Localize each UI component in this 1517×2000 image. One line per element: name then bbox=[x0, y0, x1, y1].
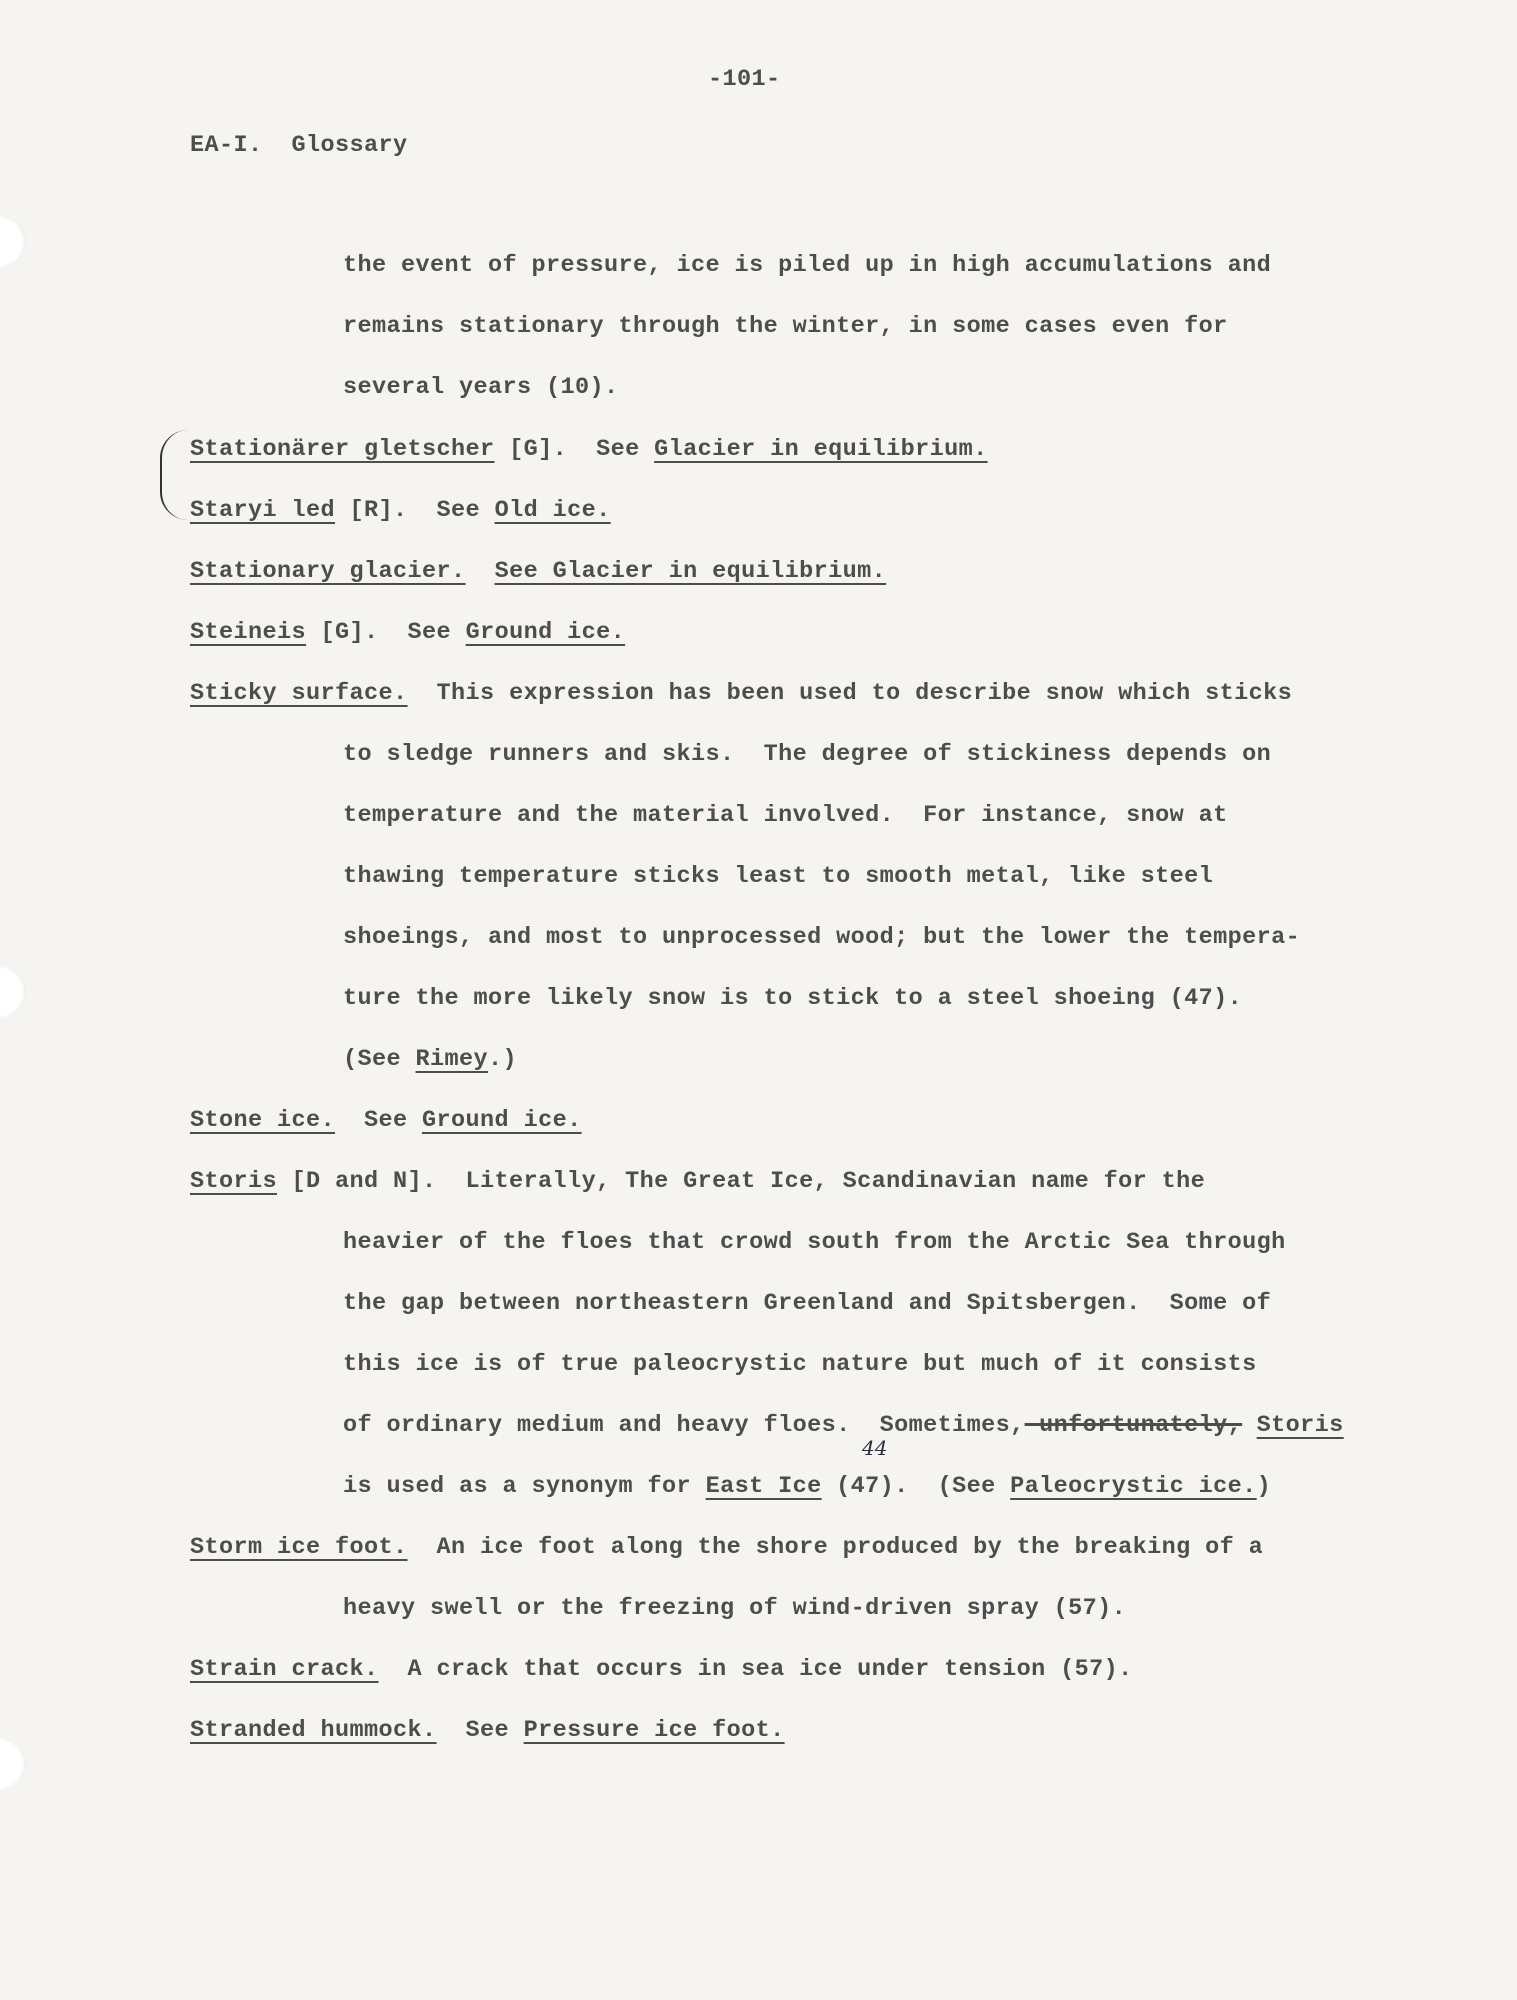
text-line: the gap between northeastern Greenland and Spitsbergen. Some of bbox=[343, 1290, 1272, 1317]
entry-text bbox=[466, 558, 495, 585]
page-number: -101- bbox=[708, 66, 781, 93]
text-line bbox=[343, 1412, 1344, 1439]
text-line: temperature and the material involved. For instance, snow at bbox=[343, 802, 1228, 829]
struck-text: unfortunately, bbox=[1024, 1412, 1243, 1439]
section-heading: EA-I. Glossary bbox=[190, 132, 408, 159]
cross-reference: Old ice. bbox=[494, 497, 611, 524]
entry-text: This expression has been used to describe snow which sticks bbox=[407, 680, 1293, 707]
text-line: thawing temperature sticks least to smooth metal, like steel bbox=[343, 863, 1214, 890]
entry-term: Storis bbox=[190, 1168, 278, 1195]
entry-term: Storm ice foot. bbox=[190, 1534, 408, 1561]
cross-reference: Storis bbox=[1256, 1412, 1344, 1439]
cross-reference: See Glacier in equilibrium. bbox=[494, 558, 887, 585]
cross-reference: Glacier in equilibrium. bbox=[654, 436, 988, 463]
cross-reference: Ground ice. bbox=[422, 1107, 582, 1134]
text-line: shoeings, and most to unprocessed wood; but the lower the tempera- bbox=[343, 924, 1301, 951]
entry-text: (See bbox=[343, 1046, 416, 1073]
glossary-entry bbox=[190, 1656, 1133, 1683]
entry-text: [D and N]. Literally, The Great Ice, Scandinavian name for the bbox=[277, 1168, 1206, 1195]
text-line: remains stationary through the winter, in some cases even for bbox=[343, 313, 1228, 340]
glossary-entry bbox=[190, 436, 988, 463]
entry-text: .) bbox=[488, 1046, 518, 1073]
text-line: the event of pressure, ice is piled up in high accumulations and bbox=[343, 252, 1272, 279]
cross-reference: Pressure ice foot. bbox=[523, 1717, 785, 1744]
text-line: heavier of the floes that crowd south from the Arctic Sea through bbox=[343, 1229, 1286, 1256]
glossary-entry bbox=[190, 680, 1292, 707]
text-line bbox=[343, 1046, 517, 1073]
cross-reference: East Ice bbox=[705, 1473, 822, 1500]
entry-term: Sticky surface. bbox=[190, 680, 408, 707]
entry-term: Stone ice. bbox=[190, 1107, 336, 1134]
handwritten-bracket bbox=[160, 430, 188, 520]
entry-text: [R]. See bbox=[335, 497, 495, 524]
glossary-entry bbox=[190, 497, 611, 524]
entry-term: Stationärer gletscher bbox=[190, 436, 495, 463]
glossary-entry bbox=[190, 558, 886, 585]
text-line: heavy swell or the freezing of wind-driven spray (57). bbox=[343, 1595, 1127, 1622]
entry-text: ) bbox=[1256, 1473, 1272, 1500]
handwritten-note: 44 bbox=[862, 1436, 888, 1460]
text-line: ture the more likely snow is to stick to a steel shoeing (47). bbox=[343, 985, 1243, 1012]
entry-text: of ordinary medium and heavy floes. Sometimes, bbox=[343, 1412, 1025, 1439]
entry-text: See bbox=[335, 1107, 423, 1134]
entry-term: Stranded hummock. bbox=[190, 1717, 437, 1744]
entry-text: See bbox=[436, 1717, 524, 1744]
entry-text: [G]. See bbox=[494, 436, 655, 463]
entry-text: is used as a synonym for bbox=[343, 1473, 706, 1500]
punch-hole bbox=[0, 966, 26, 1018]
glossary-entry bbox=[190, 619, 625, 646]
glossary-entry bbox=[190, 1168, 1205, 1195]
glossary-entry bbox=[190, 1717, 785, 1744]
entry-text: An ice foot along the shore produced by the breaking of a bbox=[407, 1534, 1264, 1561]
text-line: to sledge runners and skis. The degree of stickiness depends on bbox=[343, 741, 1272, 768]
glossary-entry bbox=[190, 1534, 1263, 1561]
entry-text: (47). (See bbox=[821, 1473, 1011, 1500]
cross-reference: Ground ice. bbox=[465, 619, 626, 646]
punch-hole bbox=[0, 216, 26, 268]
entry-text: A crack that occurs in sea ice under tension (57). bbox=[378, 1656, 1133, 1683]
cross-reference: Rimey bbox=[415, 1046, 489, 1073]
punch-hole bbox=[0, 1738, 26, 1790]
text-line: several years (10). bbox=[343, 374, 619, 401]
cross-reference: Paleocrystic ice. bbox=[1010, 1473, 1257, 1500]
glossary-entry bbox=[190, 1107, 582, 1134]
entry-term: Stationary glacier. bbox=[190, 558, 466, 585]
text-line bbox=[343, 1473, 1271, 1500]
entry-term: Staryi led bbox=[190, 497, 336, 524]
entry-term: Steineis bbox=[190, 619, 307, 646]
entry-term: Strain crack. bbox=[190, 1656, 379, 1683]
text-line: this ice is of true paleocrystic nature but much of it consists bbox=[343, 1351, 1257, 1378]
entry-text: [G]. See bbox=[306, 619, 466, 646]
